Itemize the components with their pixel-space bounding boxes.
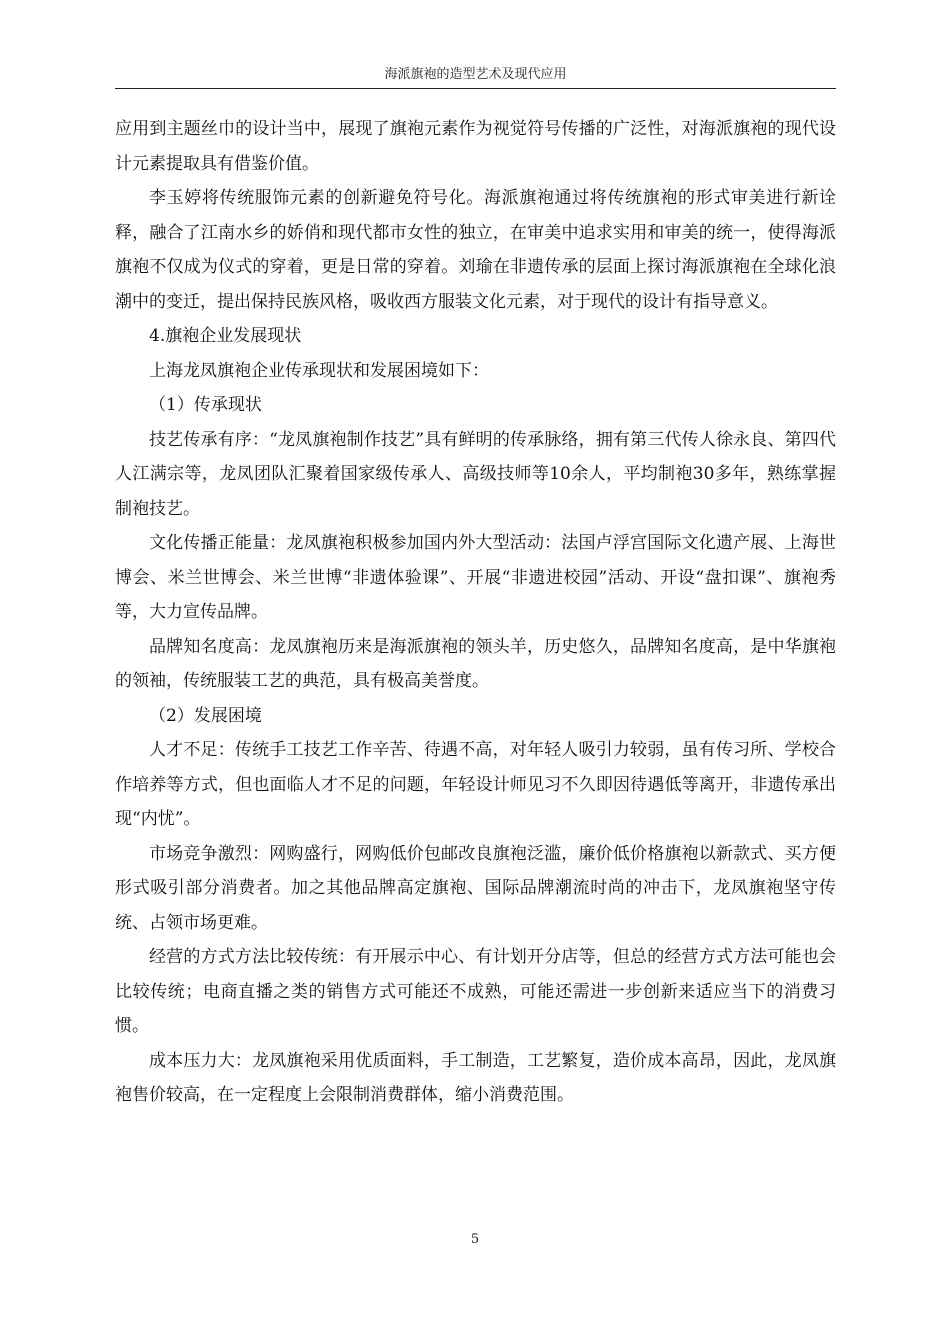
header-title: 海派旗袍的造型艺术及现代应用 — [384, 67, 567, 82]
subsection-heading: （2）发展困境 — [149, 705, 262, 726]
paragraph: 文化传播正能量：龙凤旗袍积极参加国内外大型活动：法国卢浮宫国际文化遗产展、上海世博会、米兰世博会、米兰世博“非遗体验课”、开展“非遗进校园”活动、开设“盘扣课”、旗袍秀等，大力宣传品牌。 — [115, 533, 836, 622]
paragraph: 人才不足：传统手工技艺工作辛苦、待遇不高，对年轻人吸引力较弱，虽有传习所、学校合作培养等方式，但也面临人才不足的问题，年轻设计师见习不久即因待遇低等离开，非遗传承出现“内忧”。 — [115, 740, 836, 829]
paragraph: 经营的方式方法比较传统：有开展示中心、有计划开分店等，但总的经营方式方法可能也会比较传统；电商直播之类的销售方式可能还不成熟，可能还需进一步创新来适应当下的消费习惯。 — [115, 947, 836, 1036]
section-heading: 4.旗袍企业发展现状 — [149, 326, 302, 346]
subsection-heading: （1）传承现状 — [149, 395, 262, 415]
paragraph-continuation: 应用到主题丝巾的设计当中，展现了旗袍元素作为视觉符号传播的广泛性，对海派旗袍的现代设计元素提取具有借鉴价值。 — [115, 119, 836, 174]
paragraph: 品牌知名度高：龙凤旗袍历来是海派旗袍的领头羊，历史悠久，品牌知名度高，是中华旗袍的领袖，传统服装工艺的典范，具有极高美誉度。 — [115, 636, 836, 691]
paragraph: 上海龙凤旗袍企业传承现状和发展困境如下： — [149, 360, 489, 381]
paragraph: 李玉婷将传统服饰元素的创新避免符号化。海派旗袍通过将传统旗袍的形式审美进行新诠释，融合了江南水乡的娇俏和现代都市女性的独立，在审美中追求实用和审美的统一，使得海派旗袍不仅成为仪式的穿着，更是日常的穿着。刘瑜在非遗传承的层面上探讨海派旗袍在全球化浪潮中的变迁，提出保持民族风格，吸收西方服装文化元素，对于现代的设计有指导意义。 — [115, 188, 836, 312]
running-header — [115, 62, 836, 89]
body-text — [115, 112, 836, 1113]
page-number: 5 — [470, 1232, 480, 1247]
paragraph: 技艺传承有序：“龙凤旗袍制作技艺”具有鲜明的传承脉络，拥有第三代传人徐永良、第四代人江满宗等，龙凤团队汇聚着国家级传承人、高级技师等10余人，平均制袍30多年，熟练掌握制袍技艺。 — [115, 429, 836, 519]
paragraph: 市场竞争激烈：网购盛行，网购低价包邮改良旗袍泛滥，廉价低价格旗袍以新款式、买方便形式吸引部分消费者。加之其他品牌高定旗袍、国际品牌潮流时尚的冲击下，龙凤旗袍坚守传统、占领市场更难。 — [115, 843, 836, 933]
paragraph: 成本压力大：龙凤旗袍采用优质面料，手工制造，工艺繁复，造价成本高昂，因此，龙凤旗袍售价较高，在一定程度上会限制消费群体，缩小消费范围。 — [115, 1050, 836, 1105]
